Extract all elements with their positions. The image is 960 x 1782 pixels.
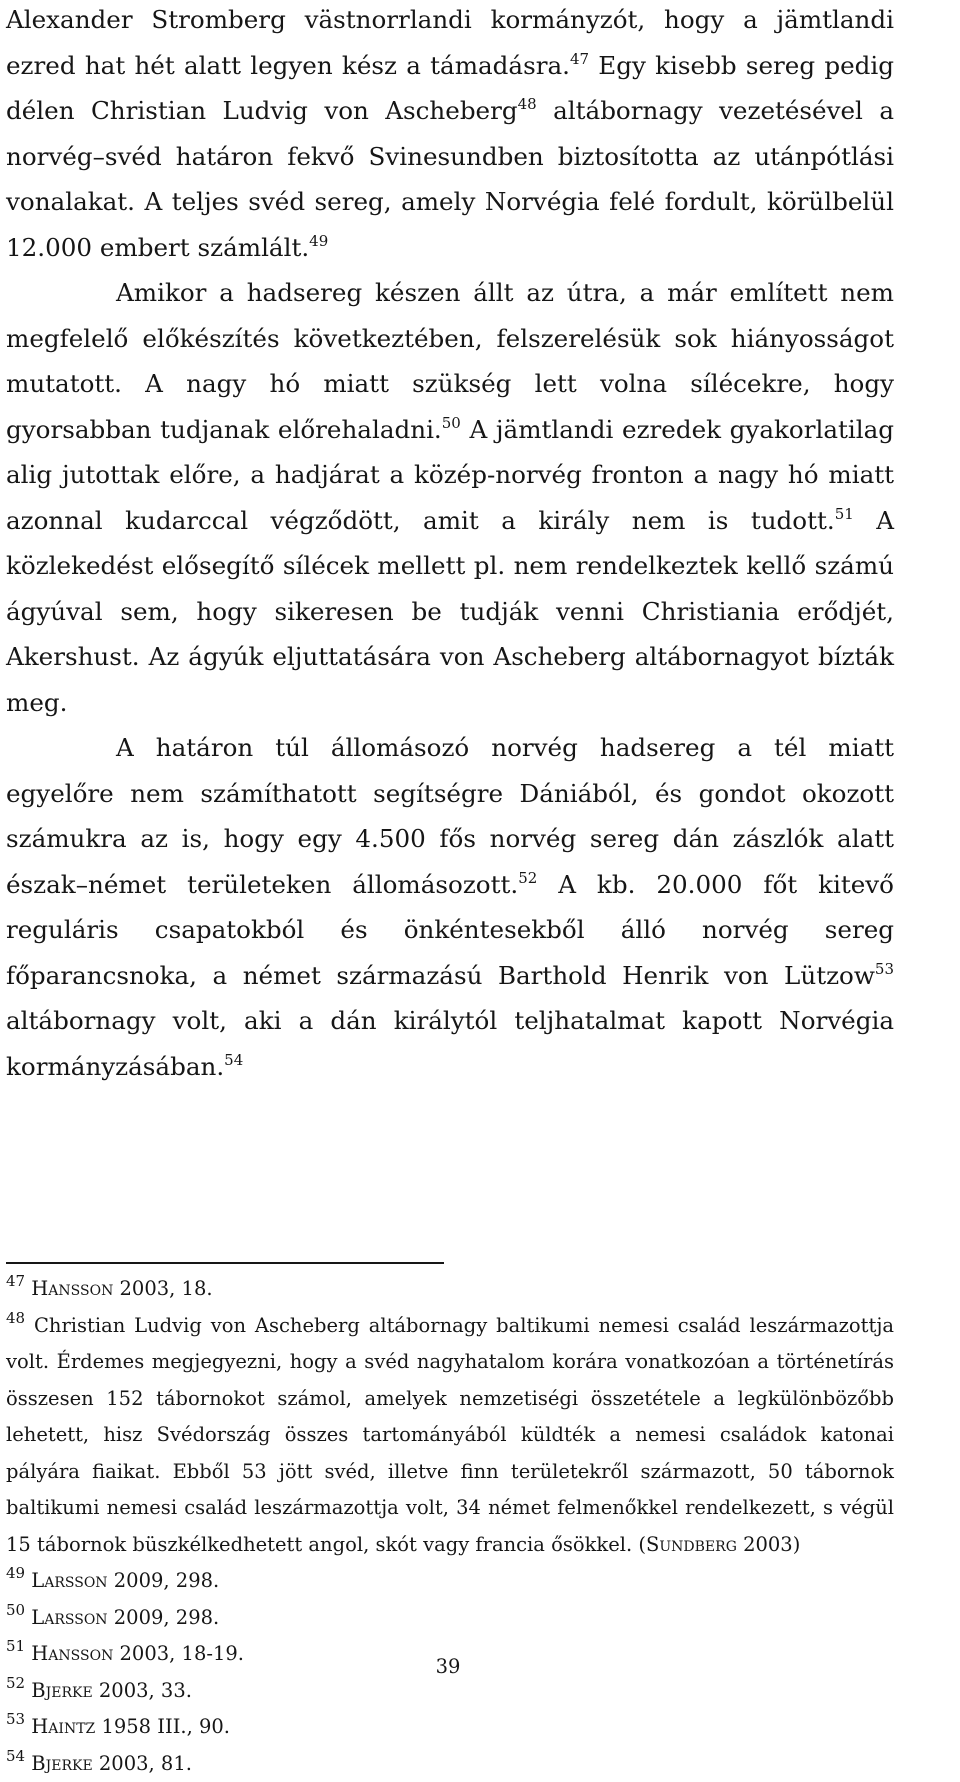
footnote-text: Christian Ludvig von Ascheberg altábornagy baltikumi nemesi család leszármazottja volt. Érdemes megjegyezni, hogy a svéd nagyhatalom korára vonatkozóan a történetírás összesen 152 tábornokot számol, amelyek nemzetiségi összetétele a legkülönbözőbb lehetett, hisz Svédország összes tartományából küldték a nemesi családok katonai pályára fiaikat. Ebből 53 jött svéd, illetve finn területekről származott, 50 tábornok baltikumi nemesi család leszármazottja volt, 34 német felmenőkkel rendelkezett, s végül 15 tábornok büszkélkedhetett angol, skót vagy francia ősökkel. ( [6, 1314, 894, 1556]
footnote-text: 1958 III., 90. [95, 1715, 230, 1738]
footnote-47 [6, 1271, 894, 1308]
paragraph-text: Alexander Stromberg västnorrlandi kormányzót, hogy a jämtlandi ezred hat hét alatt legyen kész a támadásra. [6, 5, 894, 80]
footnote-text: 2009, 298. [108, 1606, 220, 1629]
paragraph-text: A határon túl állomásozó norvég hadsereg a tél miatt egyelőre nem számíthatott segítségre Dániából, és gondot okozott számukra az is, hogy egy 4.500 fős norvég sereg dán zászlók alatt észak–német területeken állomásozott. [6, 733, 894, 899]
footnote-author: Hansson [31, 1277, 113, 1300]
footnote-separator [6, 1262, 444, 1264]
footnote-49 [6, 1563, 894, 1600]
paragraph-3 [6, 725, 894, 1089]
footnote-ref-50[interactable]: 50 [442, 414, 461, 432]
footnote-text: 2003, 81. [93, 1752, 192, 1775]
paragraph-text: altábornagy volt, aki a dán királytól teljhatalmat kapott Norvégia kormányzásában. [6, 1006, 894, 1081]
footnote-number: 54 [6, 1747, 25, 1765]
body-text [6, 0, 894, 1089]
footnote-text: 2009, 298. [108, 1569, 220, 1592]
footnote-author: Sundberg [646, 1533, 737, 1556]
footnote-50 [6, 1600, 894, 1637]
footnote-number: 50 [6, 1601, 25, 1619]
footnotes [6, 1271, 894, 1782]
footnote-54 [6, 1746, 894, 1782]
footnote-ref-49[interactable]: 49 [309, 232, 328, 250]
footnote-ref-51[interactable]: 51 [835, 505, 854, 523]
paragraph-text: A jämtlandi ezredek gyakorlatilag alig jutottak előre, a hadjárat a közép-norvég fronton a nagy hó miatt azonnal kudarccal végződött, amit a király nem is tudott. [6, 415, 894, 535]
page-number: 39 [0, 1655, 896, 1679]
footnote-ref-53[interactable]: 53 [875, 960, 894, 978]
footnote-author: Hansson [31, 1642, 113, 1665]
footnote-ref-54[interactable]: 54 [224, 1051, 243, 1069]
footnote-author: Bjerke [31, 1679, 92, 1702]
footnote-author: Haintz [31, 1715, 95, 1738]
paragraph-text: Amikor a hadsereg készen állt az útra, a már említett nem megfelelő előkészítés következtében, felszerelésük sok hiányosságot mutatott. A nagy hó miatt szükség lett volna sílécekre, hogy gyorsabban tudjanak előrehaladni. [6, 278, 894, 444]
paragraph-text: A közlekedést elősegítő sílécek mellett pl. nem rendelkeztek kellő számú ágyúval sem, hogy sikeresen be tudják venni Christiania erődjét, Akershust. Az ágyúk eljuttatására von Ascheberg altábornagyot bízták meg. [6, 506, 894, 717]
footnote-text: 2003, 33. [93, 1679, 192, 1702]
paragraph-2 [6, 270, 894, 725]
footnote-number: 47 [6, 1272, 25, 1290]
footnote-author: Larsson [31, 1606, 107, 1629]
footnote-number: 48 [6, 1309, 25, 1327]
footnote-text: 2003, 18. [113, 1277, 212, 1300]
footnote-number: 49 [6, 1564, 25, 1582]
footnote-number: 53 [6, 1710, 25, 1728]
footnote-number: 52 [6, 1674, 25, 1692]
footnote-48 [6, 1308, 894, 1564]
footnote-number: 51 [6, 1637, 25, 1655]
footnote-ref-52[interactable]: 52 [518, 869, 537, 887]
footnote-ref-47[interactable]: 47 [570, 50, 589, 68]
footnote-text: 2003) [737, 1533, 800, 1556]
footnote-text: 2003, 18-19. [113, 1642, 244, 1665]
footnote-53 [6, 1709, 894, 1746]
paragraph-text: A kb. 20.000 főt kitevő reguláris csapatokból és önkéntesekből álló norvég sereg főparancsnoka, a német származású Barthold Henrik von Lützow [6, 870, 894, 990]
paragraph-text: altábornagy vezetésével a norvég–svéd határon fekvő Svinesundben biztosította az utánpótlási vonalakat. A teljes svéd sereg, amely Norvégia felé fordult, körülbelül 12.000 embert számlált. [6, 96, 894, 262]
footnote-author: Larsson [31, 1569, 107, 1592]
footnote-ref-48[interactable]: 48 [518, 95, 537, 113]
footnote-author: Bjerke [31, 1752, 92, 1775]
paragraph-1 [6, 0, 894, 270]
paragraph-text: Egy kisebb sereg pedig délen Christian Ludvig von Ascheberg [6, 51, 894, 126]
